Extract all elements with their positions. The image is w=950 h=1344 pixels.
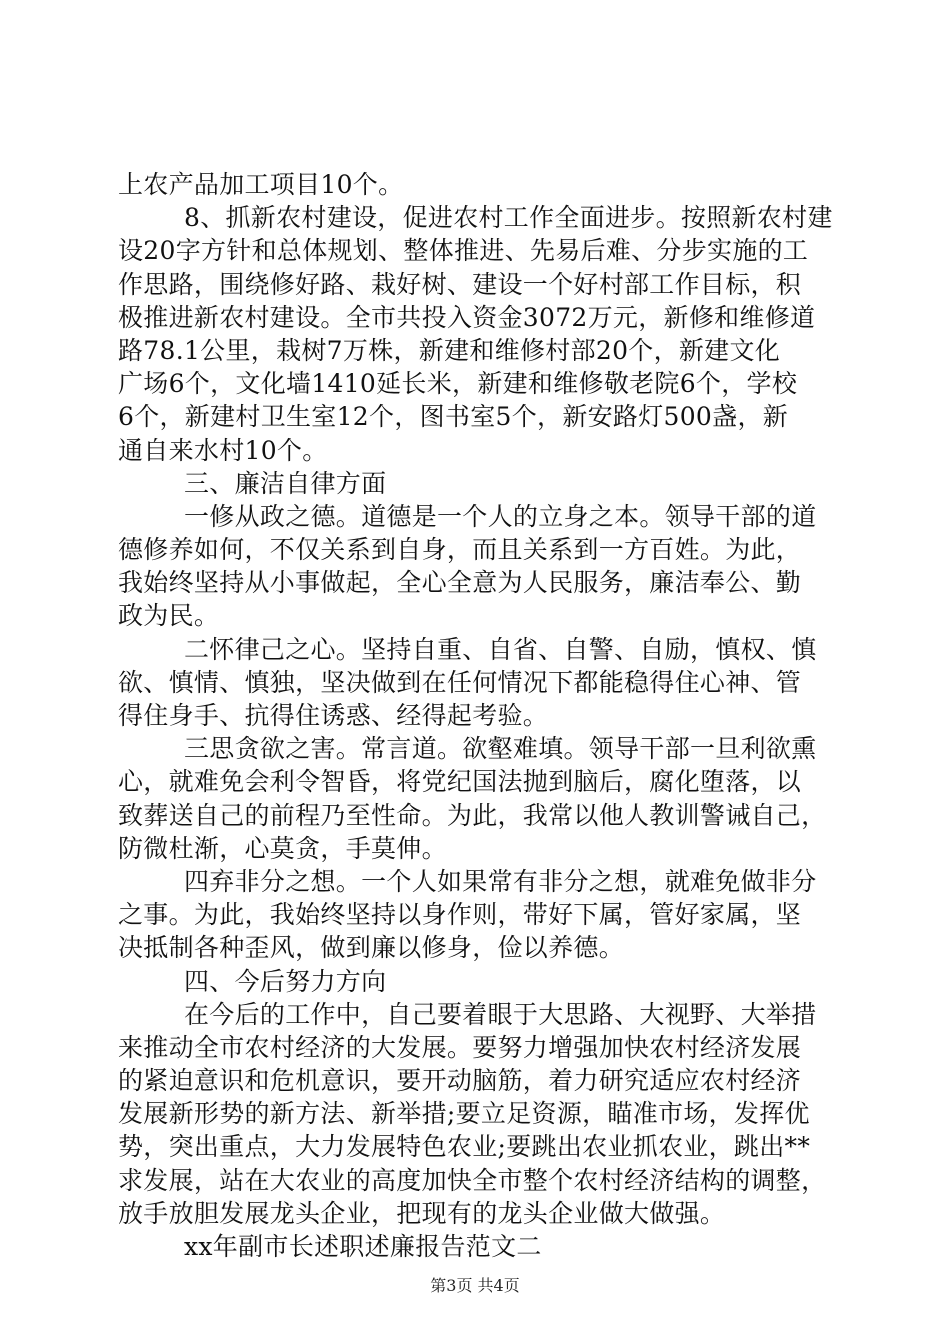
text-line: 欲、慎情、慎独，坚决做到在任何情况下都能稳得住心神、管 xyxy=(118,667,802,697)
text-line: 之事。为此，我始终坚持以身作则，带好下属，管好家属，坚 xyxy=(118,900,802,930)
text-line: 广场6个，文化墙1410延长米，新建和维修敬老院6个，学校 xyxy=(118,369,798,399)
text-line: 心，就难免会利令智昏，将党纪国法抛到脑后，腐化堕落，以 xyxy=(118,767,802,797)
text-line: 放手放胆发展龙头企业，把现有的龙头企业做大做强。 xyxy=(118,1198,726,1228)
text-line: 通自来水村10个。 xyxy=(118,435,328,465)
text-line: 极推进新农村建设。全市共投入资金3072万元，新修和维修道 xyxy=(118,302,816,332)
text-line: 四、今后努力方向 xyxy=(184,966,387,996)
text-line: 德修养如何，不仅关系到自身，而且关系到一方百姓。为此， xyxy=(118,535,802,565)
text-line: 一修从政之德。道德是一个人的立身之本。领导干部的道 xyxy=(184,501,817,531)
text-line: 在今后的工作中，自己要着眼于大思路、大视野、大举措 xyxy=(184,999,817,1029)
document-body xyxy=(118,168,838,1263)
text-line: 防微杜渐，心莫贪，手莫伸。 xyxy=(118,833,447,863)
text-line: 上农产品加工项目10个。 xyxy=(118,170,404,199)
text-line: 的紧迫意识和危机意识，要开动脑筋，着力研究适应农村经济 xyxy=(118,1066,802,1096)
text-line: 决抵制各种歪风，做到廉以修身，俭以养德。 xyxy=(118,933,625,963)
text-line: 设20字方针和总体规划、整体推进、先易后难、分步实施的工 xyxy=(118,236,809,266)
text-line: 势，突出重点，大力发展特色农业;要跳出农业抓农业，跳出** xyxy=(118,1132,811,1162)
text-line: 政为民。 xyxy=(118,601,220,631)
text-line: 8、抓新农村建设，促进农村工作全面进步。按照新农村建 xyxy=(184,203,833,233)
text-line: 得住身手、抗得住诱惑、经得起考验。 xyxy=(118,701,549,730)
text-line: 6个，新建村卫生室12个，图书室5个，新安路灯500盏，新 xyxy=(118,402,789,432)
text-line: 求发展，站在大农业的高度加快全市整个农村经济结构的调整， xyxy=(118,1165,827,1195)
text-line: 四弃非分之想。一个人如果常有非分之想，就难免做非分 xyxy=(184,866,817,896)
text-line: 来推动全市农村经济的大发展。要努力增强加快农村经济发展 xyxy=(118,1032,802,1062)
text-line: 作思路，围绕修好路、栽好树、建设一个好村部工作目标，积 xyxy=(118,269,802,299)
text-line: 我始终坚持从小事做起，全心全意为人民服务，廉洁奉公、勤 xyxy=(118,568,802,598)
text-line: 致葬送自己的前程乃至性命。为此，我常以他人教训警诫自己， xyxy=(118,800,827,830)
text-line: 路78.1公里，栽树7万株，新建和维修村部20个，新建文化 xyxy=(118,335,781,365)
page-footer: 第3页 共4页 xyxy=(430,1276,520,1295)
text-line: 发展新形势的新方法、新举措;要立足资源，瞄准市场，发挥优 xyxy=(118,1099,810,1129)
text-line: 二怀律己之心。坚持自重、自省、自警、自励，慎权、慎 xyxy=(184,634,817,664)
text-line: 三思贪欲之害。常言道。欲壑难填。领导干部一旦利欲熏 xyxy=(184,734,817,764)
text-line: xx年副市长述职述廉报告范文二 xyxy=(184,1232,542,1261)
text-line: 三、廉洁自律方面 xyxy=(184,468,387,498)
